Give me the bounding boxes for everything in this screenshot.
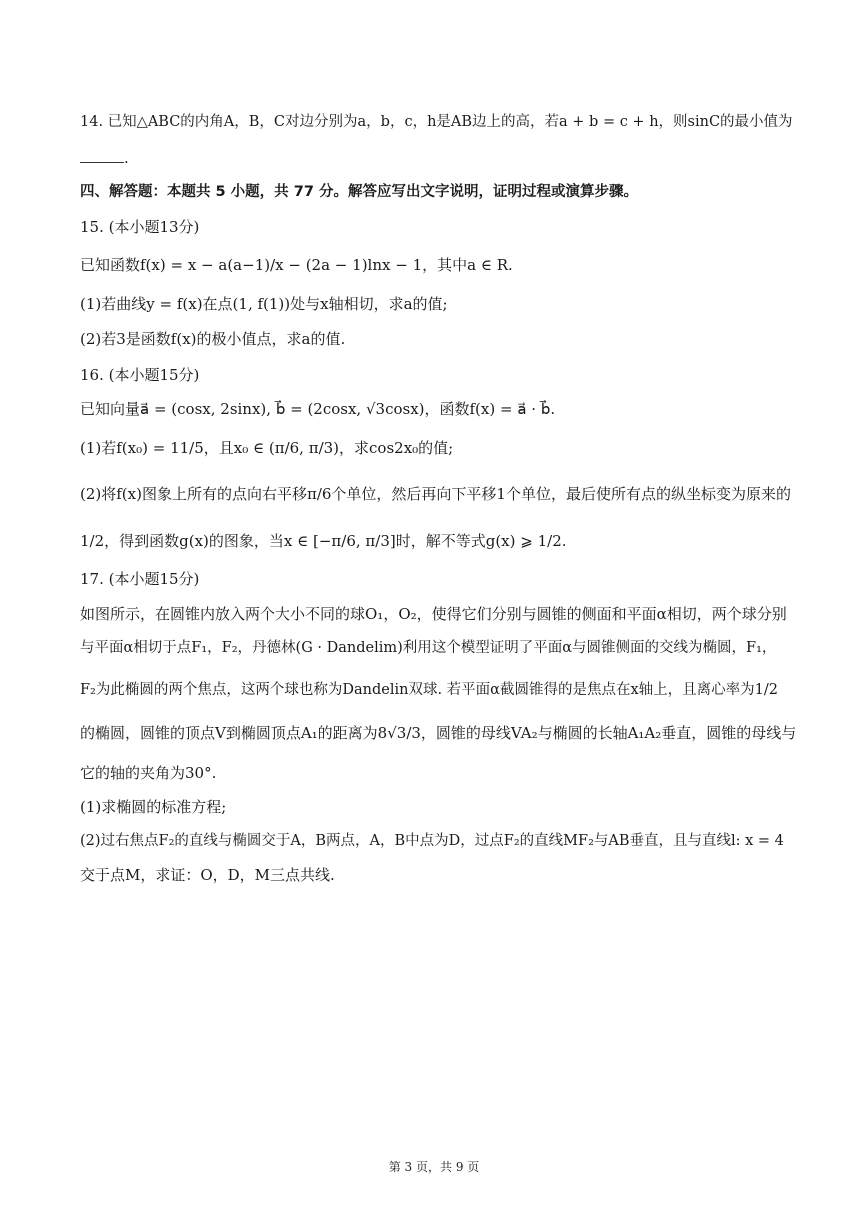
- q17-stem-line3: F₂为此椭圆的两个焦点，这两个球也称为Dandelin双球. 若平面α截圆锥得的是焦点在x轴上，且离心率为1/2: [80, 682, 778, 698]
- q16-part1: (1)若f(x₀) = 11/5，且x₀ ∈ (π/6, π/3)，求cos2x₀的值;: [80, 439, 454, 457]
- q15-part2: (2)若3是函数f(x)的极小值点，求a的值.: [80, 330, 346, 348]
- q14-end: .: [124, 149, 129, 167]
- q17-stem-line2: 与平面α相切于点F₁，F₂，丹德林(G · Dandelim)利用这个模型证明了平面α与圆锥侧面的交线为椭圆，F₁，: [80, 640, 777, 656]
- q14-line1: 14. 已知△ABC的内角A，B，C对边分别为a，b，c，h是AB边上的高，若a + b = c + h，则sinC的最小值为: [80, 114, 793, 130]
- q16-header: 16. (本小题15分): [80, 366, 200, 384]
- q17-part2-line2: 交于点M，求证：O，D，M三点共线.: [80, 866, 335, 884]
- answer-blank: [80, 150, 124, 163]
- section-heading: 四、解答题：本题共 5 小题，共 77 分。解答应写出文字说明，证明过程或演算步骤。: [80, 184, 638, 200]
- page-footer: 第 3 页，共 9 页: [388, 1160, 480, 1174]
- q15-stem: 已知函数f(x) = x − a(a−1)/x − (2a − 1)lnx − 1，其中a ∈ R.: [80, 256, 513, 274]
- q15-part1: (1)若曲线y = f(x)在点(1, f(1))处与x轴相切，求a的值;: [80, 295, 448, 313]
- q17-part2-line1: (2)过右焦点F₂的直线与椭圆交于A，B两点，A，B中点为D，过点F₂的直线MF₂与AB垂直，且与直线l: x = 4: [80, 833, 784, 849]
- q17-stem-line5: 它的轴的夹角为30°.: [80, 764, 217, 782]
- q14-line2: [80, 147, 129, 169]
- q17-stem-line1: 如图所示，在圆锥内放入两个大小不同的球O₁，O₂，使得它们分别与圆锥的侧面和平面α相切，两个球分别: [80, 605, 787, 623]
- q15-header: 15. (本小题13分): [80, 218, 200, 236]
- q16-stem: 已知向量a⃗ = (cosx, 2sinx), b⃗ = (2cosx, √3cosx)，函数f(x) = a⃗ · b⃗.: [80, 400, 556, 418]
- q17-header: 17. (本小题15分): [80, 570, 200, 588]
- q17-stem-line4: 的椭圆，圆锥的顶点V到椭圆顶点A₁的距离为8√3/3，圆锥的母线VA₂与椭圆的长轴A₁A₂垂直，圆锥的母线与: [80, 724, 797, 742]
- q16-part2-line1: (2)将f(x)图象上所有的点向右平移π/6个单位，然后再向下平移1个单位，最后使所有点的纵坐标变为原来的: [80, 485, 791, 503]
- q17-part1: (1)求椭圆的标准方程;: [80, 798, 227, 816]
- q16-part2-line2: 1/2，得到函数g(x)的图象，当x ∈ [−π/6, π/3]时，解不等式g(x) ⩾ 1/2.: [80, 532, 567, 550]
